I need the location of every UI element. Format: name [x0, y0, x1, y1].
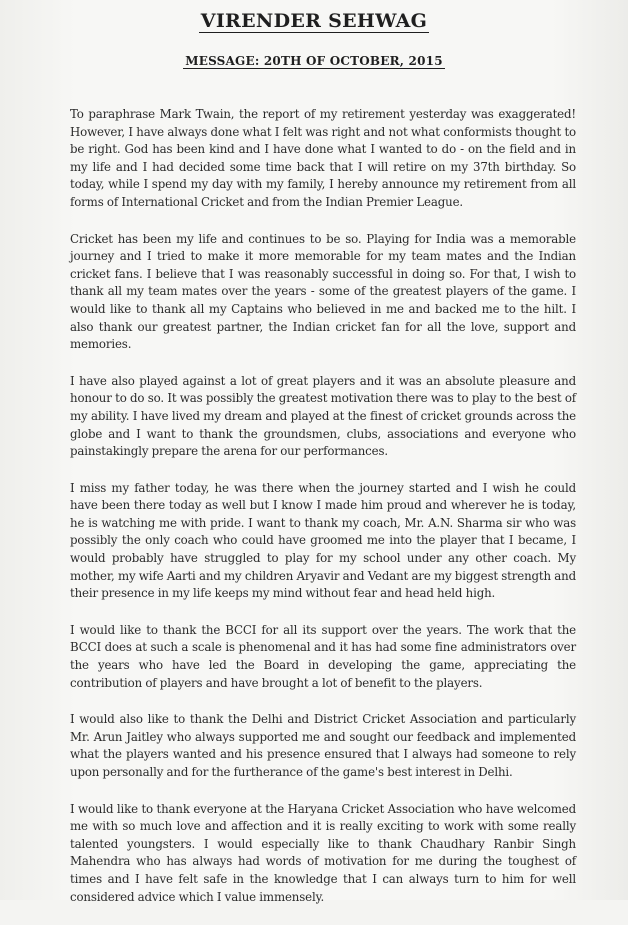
paragraph-opponents-grounds: I have also played against a lot of great players and it was an absolute pleasure and honour to do so. It was possibly the greatest motivation there was to play to the best of my ability. I have lived my dream and played at the finest of cricket grounds across the globe and I want to thank the groundsmen, clubs, associations and everyone who painstakingly prepare the arena for our performances.	[70, 373, 576, 459]
letter-title-text: VIRENDER SEHWAG	[200, 10, 428, 32]
paragraph-retirement-announcement: To paraphrase Mark Twain, the report of my retirement yesterday was exaggerated! However, I have always done what I felt was right and not what conformists thought to be right. God has been kind and I have done what I wanted to do - on the field and in my life and I had decided some time back that I will retire on my 37th birthday. So today, while I spend my day with my family, I hereby announce my retirement from all forms of International Cricket and from the Indian Premier League.	[70, 107, 576, 209]
paragraph-ddca: I would also like to thank the Delhi and District Cricket Association and particularly Mr. Arun Jaitley who always supported me and sought our feedback and implemented what the players wanted and his presence ensured that I always had someone to rely upon personally and for the furtherance of the game's best interest in Delhi.	[70, 712, 576, 779]
paragraph-family-coach: I miss my father today, he was there when the journey started and I wish he could have been there today as well but I know I made him proud and wherever he is today, he is watching me with pride. I want to thank my coach, Mr. A.N. Sharma sir who was possibly the only coach who could have groomed me into the player that I became, I would probably have struggled to play for my school under any other coach. My mother, my wife Aarti and my children Aryavir and Vedant are my biggest strength and their presence in my life keeps my mind without fear and head held high.	[70, 480, 576, 601]
letter-title	[0, 10, 628, 33]
message-date	[0, 54, 628, 69]
letter-body	[70, 106, 576, 925]
paragraph-haryana: I would like to thank everyone at the Haryana Cricket Association who have welcomed me with so much love and affection and it is really exciting to work with some really talented youngsters. I would especially like to thank Chaudhary Ranbir Singh Mahendra who has always had words of motivation for me during the toughest of times and I have felt safe in the knowledge that I can always turn to him for well considered advice which I value immensely.	[70, 801, 576, 904]
paragraph-bcci: I would like to thank the BCCI for all its support over the years. The work that the BCCI does at such a scale is phenomenal and it has had some fine administrators over the years who have led the Board in developing the game, appreciating the contribution of players and have brought a lot of benefit to the players.	[70, 622, 576, 690]
paragraph-team-thanks: Cricket has been my life and continues to be so. Playing for India was a memorable journey and I tried to make it more memorable for my team mates and the Indian cricket fans. I believe that I was reasonably successful in doing so. For that, I wish to thank all my team mates over the years - some of the greatest players of the game. I would like to thank all my Captains who believed in me and backed me to the hilt. I also thank our greatest partner, the Indian cricket fan for all the love, support and memories.	[70, 231, 576, 352]
message-date-text: MESSAGE: 20TH OF OCTOBER, 2015	[185, 54, 443, 68]
